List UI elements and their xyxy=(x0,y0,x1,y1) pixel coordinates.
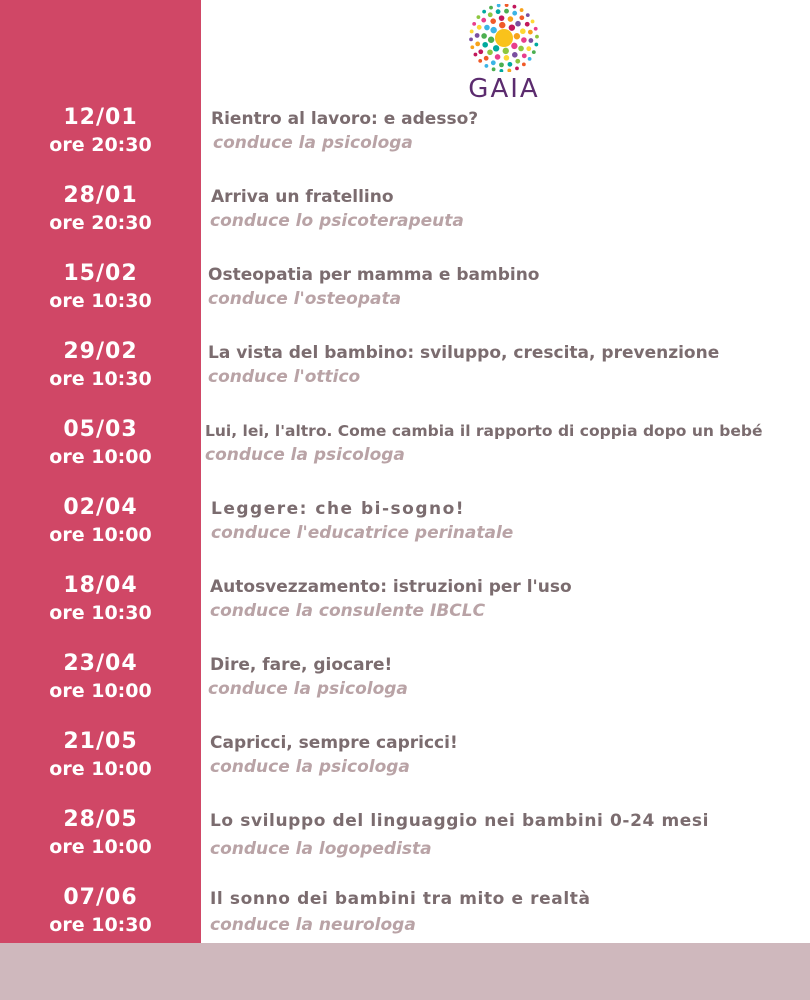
event-time: ore 10:00 xyxy=(49,836,152,858)
event-time: ore 10:00 xyxy=(49,446,152,468)
event-host: conduce l'educatrice perinatale xyxy=(211,523,514,543)
event-date: 29/02 xyxy=(63,339,138,364)
event-datetime xyxy=(0,806,201,860)
event-time: ore 10:30 xyxy=(49,368,152,390)
event-time: ore 20:30 xyxy=(49,134,152,156)
event-datetime xyxy=(0,650,201,704)
event-time: ore 10:00 xyxy=(49,524,152,546)
event-datetime xyxy=(0,416,201,470)
event-date: 02/04 xyxy=(63,495,138,520)
event-date: 21/05 xyxy=(63,729,138,754)
event-host: conduce la psicologa xyxy=(210,757,410,777)
event-row xyxy=(0,646,810,724)
event-date: 07/06 xyxy=(63,885,138,910)
event-datetime xyxy=(0,182,201,236)
event-datetime xyxy=(0,494,201,548)
event-host: conduce la psicologa xyxy=(208,679,408,699)
event-title: Lo sviluppo del linguaggio nei bambini 0-24 mesi xyxy=(210,811,710,831)
event-title: Il sonno dei bambini tra mito e realtà xyxy=(210,889,591,909)
event-time: ore 10:30 xyxy=(49,602,152,624)
event-datetime xyxy=(0,338,201,392)
flower-mandala-icon xyxy=(458,4,550,72)
event-date: 05/03 xyxy=(63,417,138,442)
event-host: conduce lo psicoterapeuta xyxy=(210,211,464,231)
event-title: Capricci, sempre capricci! xyxy=(210,733,458,753)
event-date: 15/02 xyxy=(63,261,138,286)
event-title: Rientro al lavoro: e adesso? xyxy=(211,109,479,129)
event-row xyxy=(0,100,810,178)
event-title: Lui, lei, l'altro. Come cambia il rapporto di coppia dopo un bebé xyxy=(205,422,763,440)
logo-wordmark: GAIA xyxy=(468,74,540,104)
event-date: 28/01 xyxy=(63,183,138,208)
event-row xyxy=(0,334,810,412)
event-time: ore 10:00 xyxy=(49,758,152,780)
event-datetime xyxy=(0,884,201,938)
event-title: Leggere: che bi-sogno! xyxy=(211,499,466,519)
event-datetime xyxy=(0,104,201,158)
event-time: ore 10:30 xyxy=(49,290,152,312)
event-host: conduce l'osteopata xyxy=(208,289,402,309)
event-row xyxy=(0,412,810,490)
event-title: La vista del bambino: sviluppo, crescita, prevenzione xyxy=(208,343,720,363)
event-date: 18/04 xyxy=(63,573,138,598)
event-datetime xyxy=(0,572,201,626)
event-host: conduce la logopedista xyxy=(210,839,432,859)
event-date: 23/04 xyxy=(63,651,138,676)
event-title: Dire, fare, giocare! xyxy=(210,655,393,675)
event-row xyxy=(0,724,810,802)
event-row xyxy=(0,568,810,646)
event-title: Osteopatia per mamma e bambino xyxy=(208,265,540,285)
event-host: conduce la psicologa xyxy=(213,133,413,153)
event-date: 12/01 xyxy=(63,105,138,130)
event-row xyxy=(0,178,810,256)
event-host: conduce la neurologa xyxy=(210,915,416,935)
event-host: conduce l'ottico xyxy=(208,367,361,387)
event-time: ore 10:00 xyxy=(49,680,152,702)
event-time: ore 20:30 xyxy=(49,212,152,234)
event-host: conduce la psicologa xyxy=(205,445,405,465)
event-host: conduce la consulente IBCLC xyxy=(210,601,486,621)
event-title: Arriva un fratellino xyxy=(211,187,394,207)
event-row xyxy=(0,490,810,568)
event-datetime xyxy=(0,728,201,782)
event-title: Autosvezzamento: istruzioni per l'uso xyxy=(210,577,572,597)
gaia-logo xyxy=(458,4,550,104)
event-datetime xyxy=(0,260,201,314)
event-row xyxy=(0,880,810,958)
event-row xyxy=(0,256,810,334)
events-list xyxy=(0,100,810,958)
event-time: ore 10:30 xyxy=(49,914,152,936)
event-row xyxy=(0,802,810,880)
event-date: 28/05 xyxy=(63,807,138,832)
